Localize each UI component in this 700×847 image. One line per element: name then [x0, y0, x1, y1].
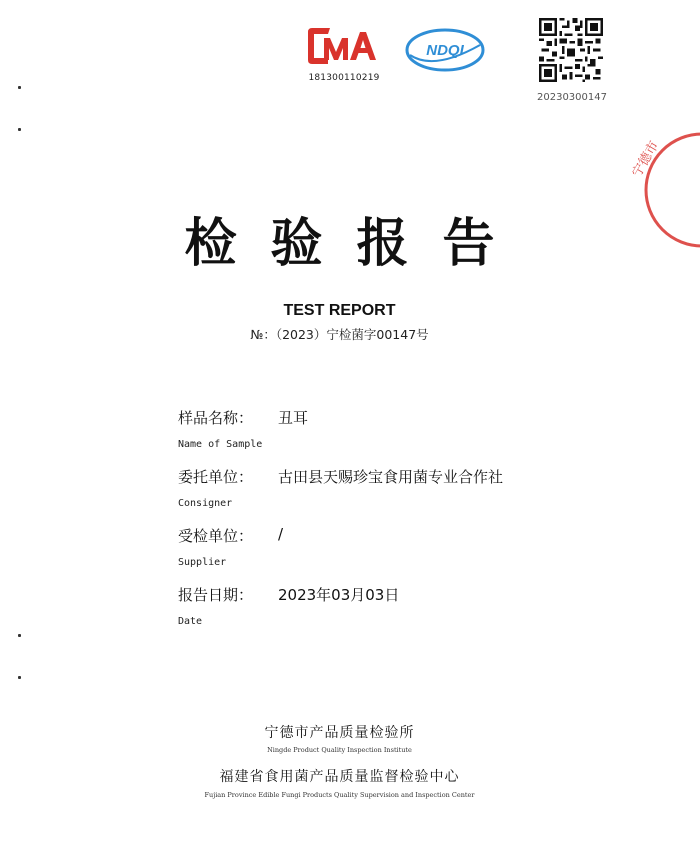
report-title-english: TEST REPORT — [283, 302, 396, 319]
supplier-label: 受检单位： — [178, 527, 254, 545]
ndqi-logo-text: NDQI — [426, 42, 464, 59]
scan-speck — [18, 86, 21, 89]
institute-name: 宁德市产品质量检验所 — [264, 725, 415, 741]
scan-speck — [18, 128, 21, 131]
seal-text: 宁德市 — [629, 138, 663, 180]
report-date-value: 2023年03月03日 — [278, 586, 400, 604]
center-name-english: Fujian Province Edible Fungi Products Quality Supervision and Inspection Center — [204, 791, 475, 799]
ndqi-logo — [404, 27, 486, 73]
report-date-label-english: Date — [178, 616, 203, 627]
supplier-value: / — [278, 525, 284, 543]
institute-name-english: Ningde Product Quality Inspection Institute — [267, 746, 412, 754]
sample-name-label: 样品名称： — [178, 409, 254, 427]
center-name: 福建省食用菌产品质量监督检验中心 — [219, 769, 460, 785]
scan-speck — [18, 634, 21, 637]
report-serial-number: 20230300147 — [537, 92, 607, 103]
sample-name-label-english: Name of Sample — [178, 439, 263, 450]
consigner-label: 委托单位： — [178, 468, 254, 486]
report-number: №：（2023）宁检菌字00147号 — [250, 327, 429, 342]
consigner-value: 古田县天赐珍宝食用菌专业合作社 — [278, 468, 504, 486]
scan-speck — [18, 676, 21, 679]
sample-name-value: 丑耳 — [278, 409, 309, 427]
cma-logo — [304, 26, 380, 66]
report-date-label: 报告日期： — [178, 586, 254, 604]
supplier-label-english: Supplier — [178, 557, 227, 568]
qr-code — [539, 18, 603, 82]
cma-certificate-number: 181300110219 — [308, 73, 380, 83]
consigner-label-english: Consigner — [178, 498, 233, 509]
report-title: 检验报告 — [184, 213, 529, 274]
